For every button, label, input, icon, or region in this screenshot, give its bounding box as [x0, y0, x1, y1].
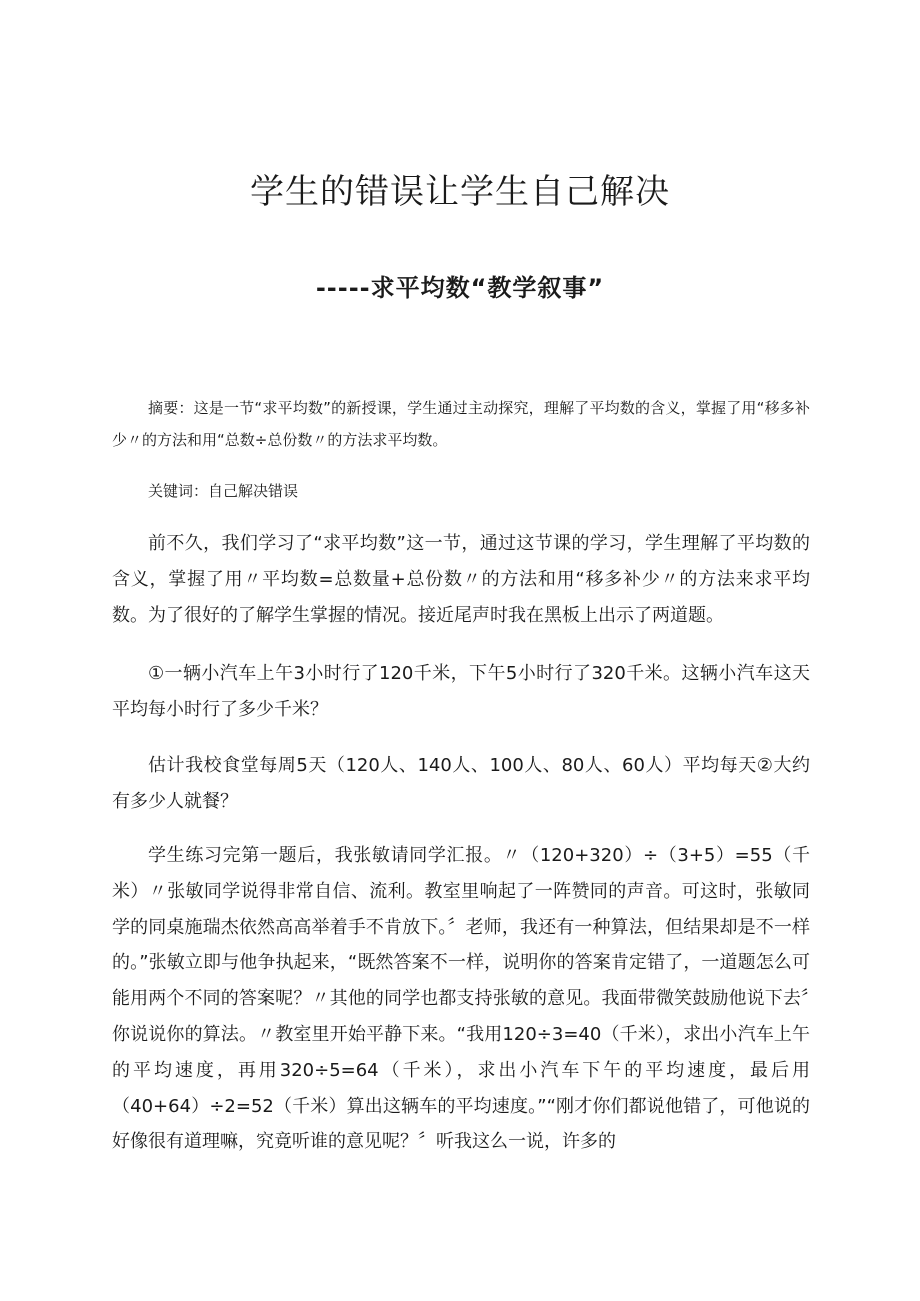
problem-two-paragraph: 估计我校食堂每周5天（120人、140人、100人、80人、60人）平均每天②大约有多少人就餐？ [112, 755, 810, 812]
document-subtitle: -----求平均数“教学叙事” [315, 274, 605, 302]
abstract-paragraph: 摘要：这是一节“求平均数”的新授课，学生通过主动探究，理解了平均数的含义，掌握了用“移多补少〃的方法和用“总数÷总份数〃的方法求平均数。 [112, 399, 810, 449]
problem-one-paragraph: ①一辆小汽车上午3小时行了120千米，下午5小时行了320千米。这辆小汽车这天平均每小时行了多少千米？ [112, 663, 810, 720]
narrative-paragraph: 学生练习完第一题后，我张敏请同学汇报。〃（120+320）÷（3+5）=55（千米）〃张敏同学说得非常自信、流利。教室里响起了一阵赞同的声音。可这时，张敏同学的同桌施瑞杰依然高高举着手不肯放下。〞老师，我还有一种算法，但结果却是不一样的。”张敏立即与他争执起来，“既然答案不一样，说明你的答案肯定错了，一道题怎么可能用两个不同的答案呢？〃其他的同学也都支持张敏的意见。我面带微笑鼓励他说下去〞你说说你的算法。〃教室里开始平静下来。“我用120÷3=40（千米），求出小汽车上午的平均速度，再用320÷5=64（千米），求出小汽车下午的平均速度，最后用（40+64）÷2=52（千米）算出这辆车的平均速度。”“刚才你们都说他错了，可他说的好像很有道理嘛，究竟听谁的意见呢？〞听我这么一说，许多的 [112, 845, 810, 1153]
body-paragraph: 前不久，我们学习了“求平均数”这一节，通过这节课的学习，学生理解了平均数的含义，掌握了用〃平均数=总数量+总份数〃的方法和用“移多补少〃的方法来求平均数。为了很好的了解学生掌握的情况。接近尾声时我在黑板上出示了两道题。 [112, 533, 810, 626]
document-title: 学生的错误让学生自己解决 [250, 172, 670, 212]
keywords-line: 关键词：自己解决错误 [148, 482, 299, 500]
